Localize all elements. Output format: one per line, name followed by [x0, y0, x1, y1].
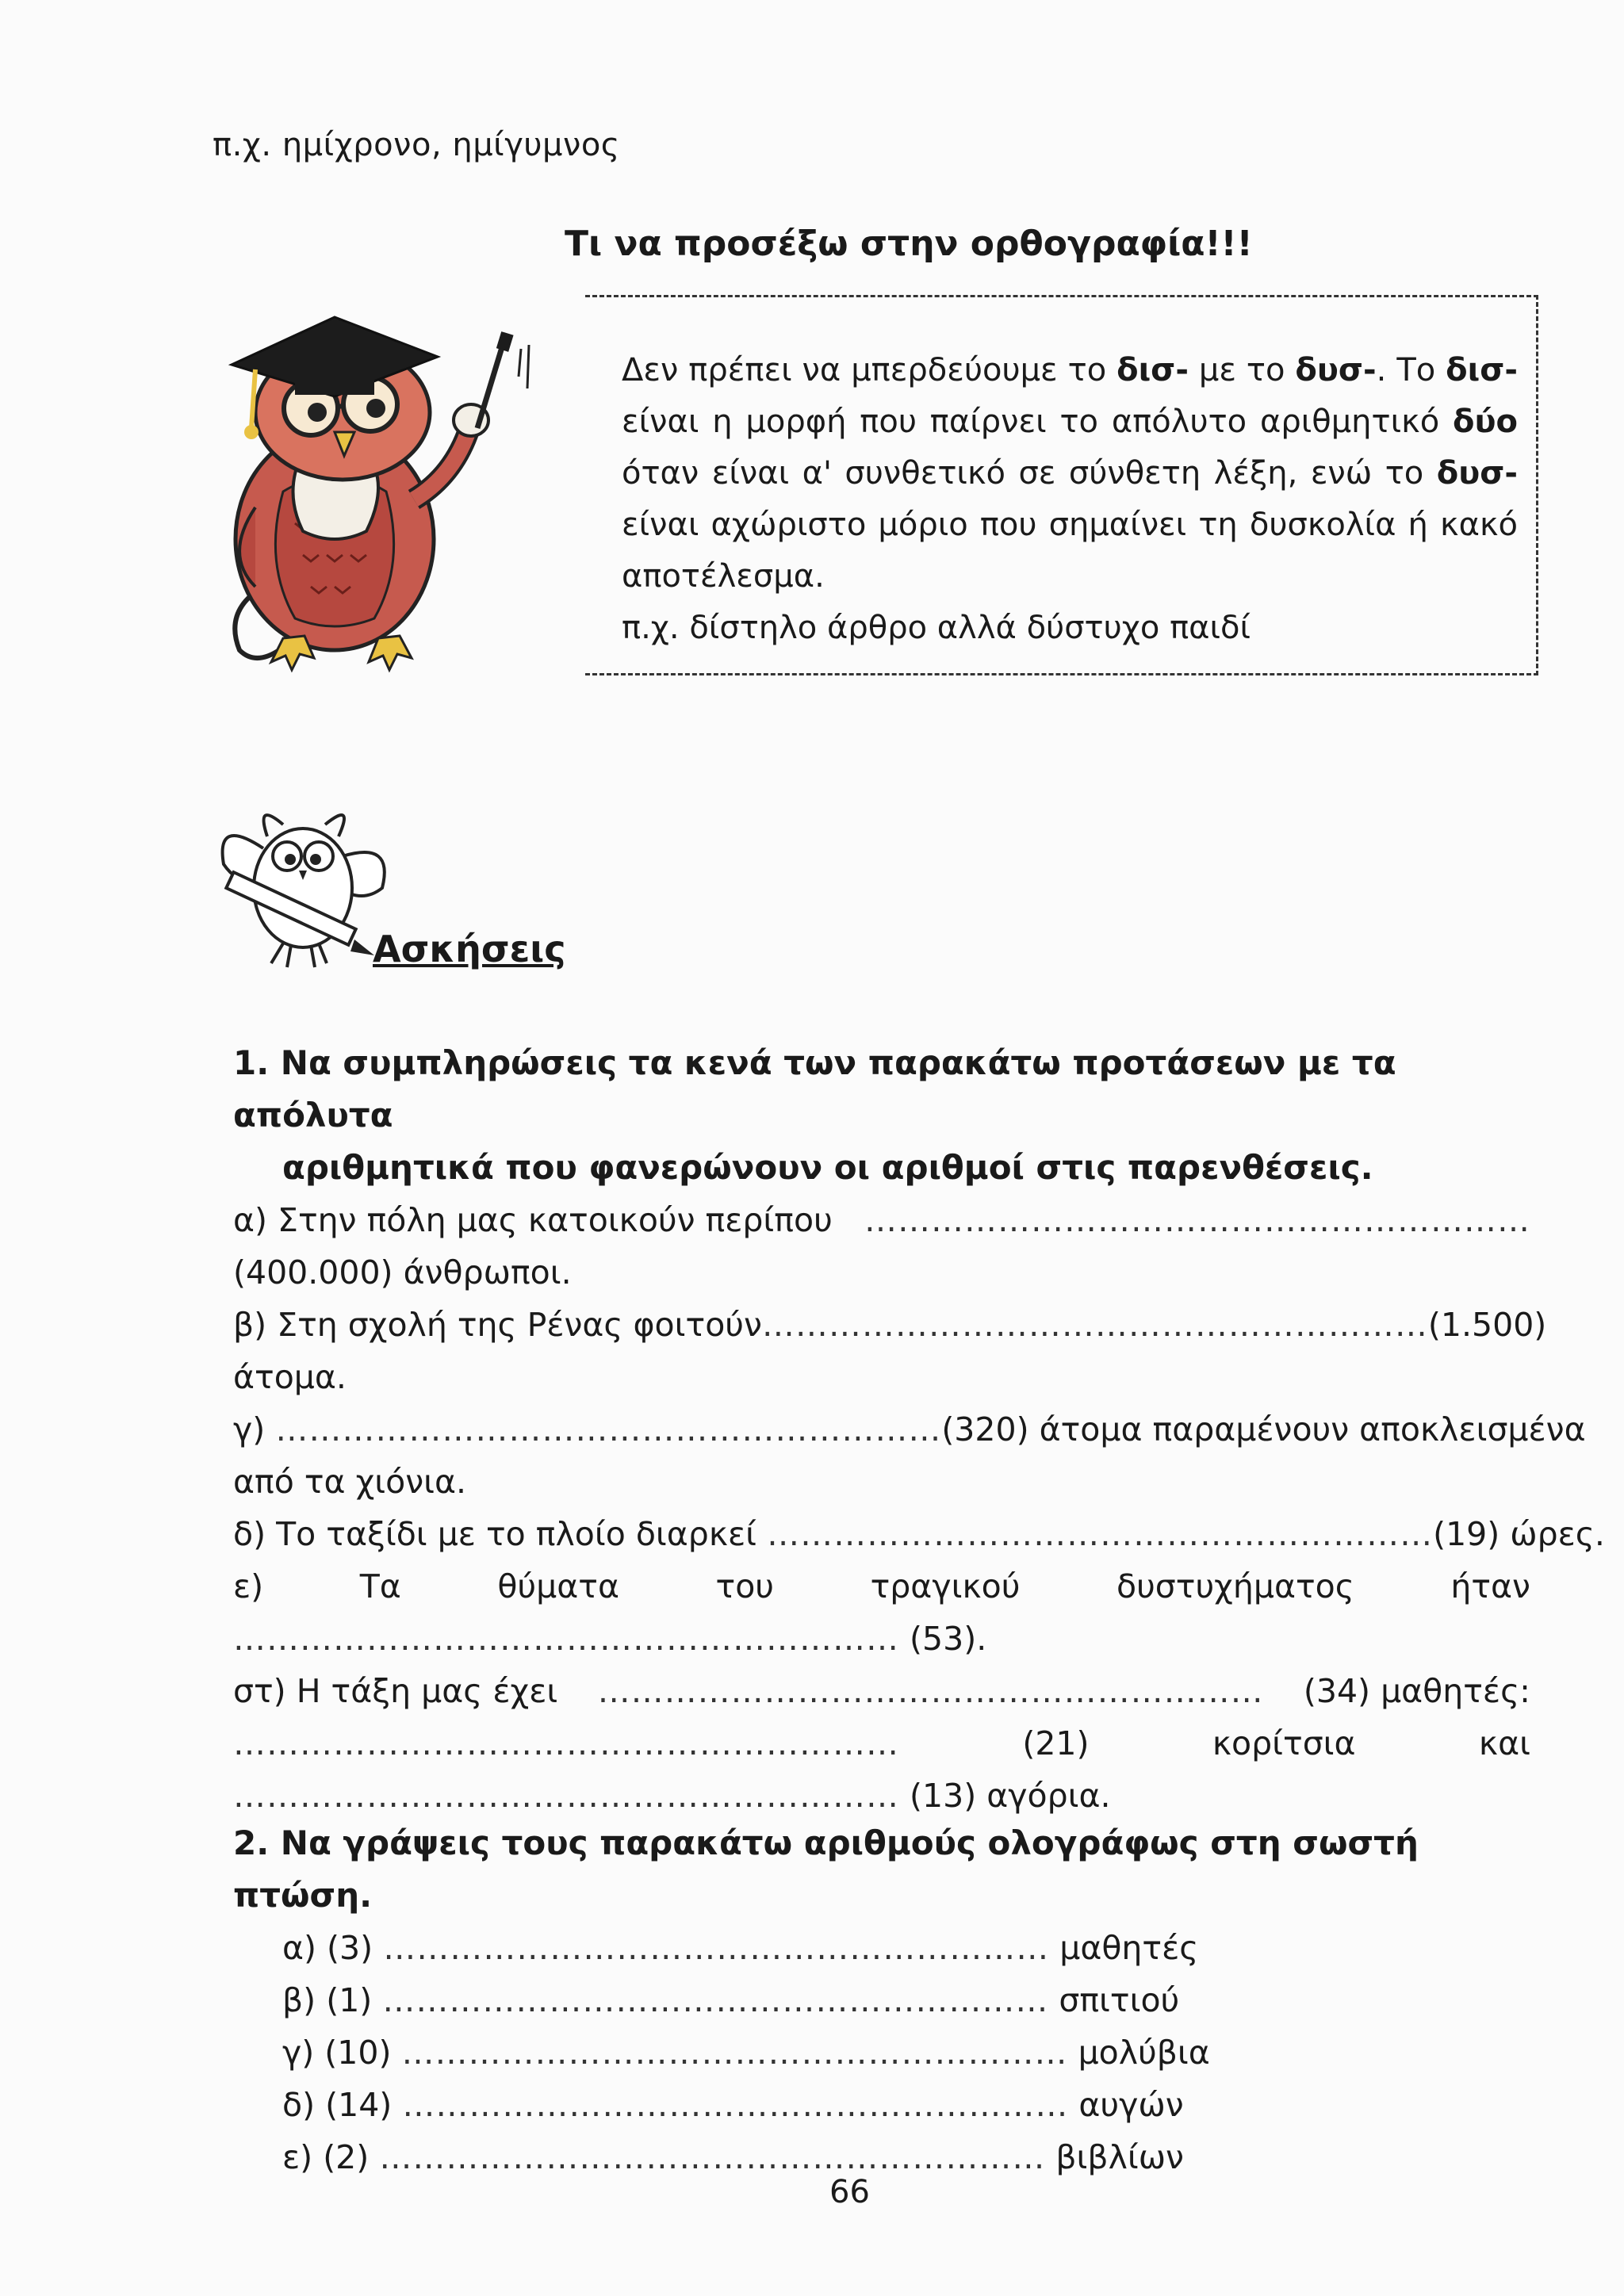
- tip-box: [585, 295, 1538, 675]
- tip-title: Τι να προσέξω στην ορθογραφία!!!: [565, 224, 1253, 264]
- fill-blank[interactable]: ……………………………………………………: [402, 2086, 1069, 2124]
- fill-blank[interactable]: ……………………………………………………: [864, 1201, 1530, 1239]
- fill-blank[interactable]: ……………………………………………………: [382, 1981, 1049, 2019]
- tip-example: π.χ. δίστηλο άρθρο αλλά δύστυχο παιδί: [622, 610, 1251, 646]
- fill-blank[interactable]: ……………………………………………………: [767, 1515, 1434, 1553]
- q1-item-c: γ) …………………………………………………… (320) άτομα παραμένουν αποκλεισμένα: [233, 1410, 1586, 1448]
- fill-blank[interactable]: ……………………………………………………: [233, 1620, 899, 1658]
- q1-item-b: β) Στη σχολή της Ρένας φοιτούν …………………………………………………… (1.500): [233, 1299, 1530, 1351]
- fill-blank[interactable]: ……………………………………………………: [597, 1672, 1264, 1710]
- list-item: γ) (10) …………………………………………………… μολύβια: [282, 2034, 1210, 2072]
- question-1: 1. Να συμπληρώσεις τα κενά των παρακάτω προτάσεων με τα απόλυτα αριθμητικά που φανερώνουν οι αριθμοί στις παρενθέσεις. α) Στην πόλη μας κατοικούν περίπου …………………………………………………… (400.000) άνθρωποι. β) Στη σχολή της Ρένας φοιτούν …………………………………………………… (1.500) άτομα. γ) …………………………………………………… (320) άτομα παραμένουν αποκλεισμένα από τα χιόνια. δ) Το ταξίδι με το πλοίο διαρκεί …………………………………………………… (19) ώρες. ε) Τα θύματα του τραγικού δυστυχήματος ήταν …………………………………………………… (53). στ) Η τάξη μας έχει …………………………………………………… (34) μαθητές: …………………………………………………… (21) κορίτσια και …………………………………………………… (13) αγόρια.: [233, 1037, 1534, 1822]
- q1-item-d: δ) Το ταξίδι με το πλοίο διαρκεί …………………………………………………… (19) ώρες.: [233, 1515, 1605, 1553]
- q1-heading-line-1: 1. Να συμπληρώσεις τα κενά των παρακάτω προτάσεων με τα απόλυτα: [233, 1043, 1396, 1135]
- exercises-title: Ασκήσεις: [373, 928, 566, 970]
- q1-item-a: α) Στην πόλη μας κατοικούν περίπου ……………………………………………………: [233, 1194, 1530, 1246]
- top-example: π.χ. ημίχρονο, ημίγυμνος: [213, 127, 620, 163]
- page-number: 66: [829, 2174, 870, 2210]
- tip-text: Δεν πρέπει να μπερδεύουμε το δισ- με το δυσ-. Το δισ- είναι η μορφή που παίρνει το απόλυτο αριθμητικό δύο όταν είναι α' συνθετικό σε σύνθετη λέξη, ενώ το δυσ- είναι αχώριστο μόριο που σημαίνει τη δυσκολία ή κακό αποτέλεσμα. π.χ. δίστηλο άρθρο αλλά δύστυχο παιδί: [622, 352, 1518, 646]
- list-item: ε) (2) …………………………………………………… βιβλίων: [282, 2138, 1184, 2176]
- owl-teacher-illustration: [208, 301, 580, 674]
- fill-blank[interactable]: ……………………………………………………: [379, 2138, 1046, 2176]
- q2-list: [233, 1922, 1534, 2183]
- fill-blank[interactable]: ……………………………………………………: [233, 1724, 899, 1762]
- question-2: [233, 1817, 1534, 2183]
- list-item: α) (3) …………………………………………………… μαθητές: [282, 1929, 1199, 1967]
- owl-pencil-illustration: [208, 793, 398, 975]
- q1-item-st: στ) Η τάξη μας έχει …………………………………………………… (34) μαθητές:: [233, 1665, 1530, 1717]
- fill-blank[interactable]: ……………………………………………………: [401, 2034, 1068, 2072]
- q2-heading: 2. Να γράψεις τους παρακάτω αριθμούς ολογράφως στη σωστή πτώση.: [233, 1823, 1419, 1915]
- fill-blank[interactable]: ……………………………………………………: [233, 1777, 899, 1815]
- list-item: β) (1) …………………………………………………… σπιτιού: [282, 1981, 1180, 2019]
- fill-blank[interactable]: ……………………………………………………: [275, 1410, 942, 1448]
- fill-blank[interactable]: ……………………………………………………: [761, 1306, 1428, 1344]
- q1-heading-line-2: αριθμητικά που φανερώνουν οι αριθμοί στις παρενθέσεις.: [282, 1148, 1373, 1187]
- q1-item-e: ε) Τα θύματα του τραγικού δυστυχήματος ήταν: [233, 1567, 1530, 1605]
- fill-blank[interactable]: ……………………………………………………: [383, 1929, 1050, 1967]
- list-item: δ) (14) …………………………………………………… αυγών: [282, 2086, 1184, 2124]
